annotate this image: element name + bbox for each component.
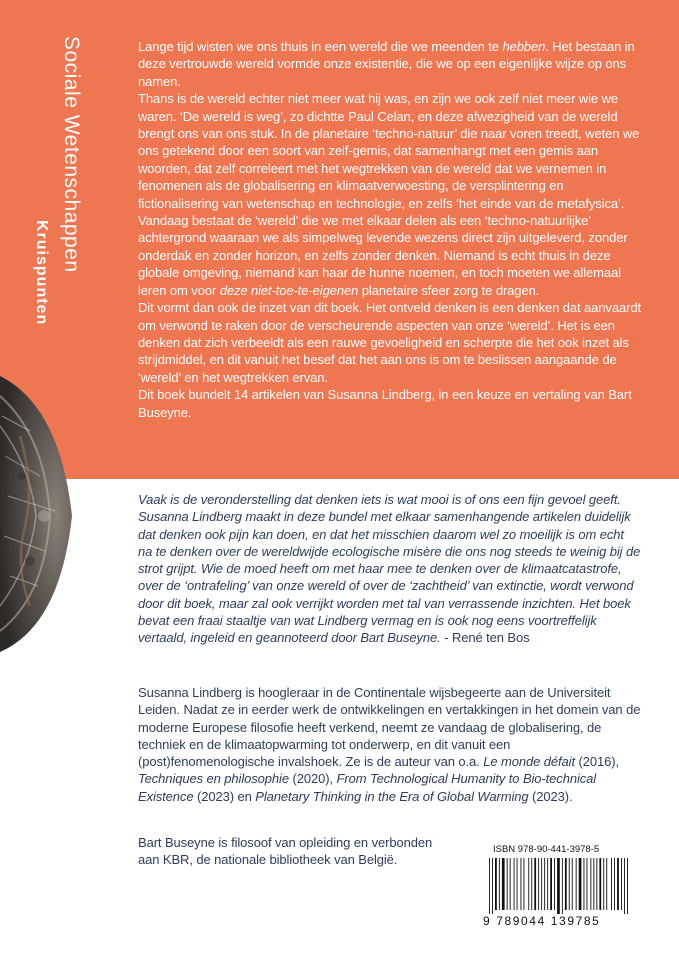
barcode-bar (569, 858, 570, 910)
barcode-bar (492, 858, 493, 914)
barcode-bar (544, 858, 545, 910)
barcode-bar (562, 858, 563, 914)
barcode-bar (596, 858, 597, 910)
blurb-paragraph-1: Lange tijd wisten we ons thuis in een wereld die we meenden te hebben. Het bestaan in deze vertrouwde wereld vormde onze existentie, die we op een eigenlijke wijze op ons namen. (138, 39, 635, 89)
barcode-bar (579, 858, 582, 910)
book-title: Techniques en philosophie (138, 771, 289, 787)
barcode-bar (495, 858, 497, 910)
barcode-bar (534, 858, 536, 910)
author-name: Susanna Lindberg (138, 685, 242, 700)
barcode-bar (590, 858, 591, 910)
barcode-bar (502, 858, 505, 910)
barcode-bar (507, 858, 508, 910)
barcode-bar (576, 858, 577, 910)
isbn-label: ISBN 978-90-441-3978-5 (493, 844, 600, 855)
barcode-bar (528, 858, 529, 910)
barcode-bar (521, 858, 522, 910)
barcode-bar (587, 858, 588, 910)
barcode-bar (538, 858, 539, 910)
barcode-bar (510, 858, 511, 910)
translator-name: Bart Buseyne (138, 835, 215, 850)
barcode-bar (489, 858, 490, 914)
book-title: Planetary Thinking in the Era of Global Warming (255, 788, 529, 804)
barcode-bar (599, 858, 601, 910)
back-cover-blurb (138, 38, 641, 421)
quote-author: - René ten Bos (440, 630, 530, 646)
barcode-bar (554, 858, 555, 910)
blurb-paragraph-5: Dit boek bundelt 14 artikelen van Susanna Lindberg, in een keuze en vertaling van Bart Buseyne. (138, 387, 632, 420)
series-title: Sociale Wetenschappen (60, 36, 83, 273)
barcode-bar (541, 858, 542, 910)
series-subtitle: Kruispunten (33, 220, 50, 326)
author-bio: Susanna Lindberg is hoogleraar in de Continentale wijsbegeerte aan de Universiteit Leiden. Nadat ze in eerder werk de ontwikkelingen en vertakkingen in het domein van de moderne Europese filosofie heeft verkend, neemt ze vandaag de globalisering, de techniek en de klimaatopwarming tot onderwerp, en dit vanuit een (post)fenomenologische invalshoek. Ze is de auteur van o.a. Le monde défait (2016), Techniques en philosophie (2020), From Technological Humanity to Bio-technical Existence (2023) en Planetary Thinking in the Era of Global Warming (2023). (138, 685, 641, 804)
barcode-bar (606, 858, 607, 910)
barcode-bar (557, 858, 560, 914)
barcode-bar (547, 858, 548, 910)
translator-bio: Bart Buseyne is filosoof van opleiding en verbonden aan KBR, de nationale bibliotheek van België. (138, 835, 433, 868)
book-title: Le monde défait (483, 754, 575, 770)
barcode-bar (499, 858, 500, 910)
cover-artwork (0, 376, 72, 652)
blurb-paragraph-4: Dit vormt dan ook de inzet van dit boek. Het ontveld denken is een denken dat aanvaardt om verwond te raken door de verscheurende aspecten van onze ‘wereld’. Het is een denken dat zich verbeeldt als een rauwe gevoeligheid en scherpte die het ook inzet als strijdmiddel, en dit vanuit het besef dat het aan ons is om te beslissen aangaande de ‘wereld’ en het wegtrekken ervan. (138, 300, 641, 385)
barcode-digits: 9 789044 139785 (483, 914, 601, 928)
barcode (487, 858, 635, 914)
barcode-bar (627, 858, 628, 914)
quote-text: Vaak is de veronderstelling dat denken iets is wat mooi is of ons een fijn gevoel geeft. Susanna Lindberg maakt in deze bundel met elkaar samenhangende artikelen duidelijk dat denken ook pijn kan doen, en dat het misschien daarom wel zo moeilijk is om echt na te denken over de wereldwijde ecologische misère die ons nog steeds te weinig bij de strot grijpt. Wie de moed heeft om met haar mee te denken over de klimaatcatastrofe, over de ‘ontrafeling’ van onze wereld of over de ‘zachtheid’ van extinctie, wordt verwond door dit boek, maar zal ook verrijkt worden met tal van verrassende inzichten. Het boek bevat een fraai staaltje van wat Lindberg vermag en is ook nog eens voortreffelijk vertaald, ingeleid en geannoteerd door Bart Buseyne. (138, 492, 641, 646)
barcode-bar (565, 858, 567, 910)
barcode-bar (603, 858, 604, 910)
endorsement-quote (138, 491, 641, 647)
book-title: From Technological Humanity to Bio-technical Existence (138, 771, 597, 804)
blurb-paragraph-3: Vandaag bestaat de ‘wereld’ die we met elkaar delen als een ‘techno-natuurlijke’ achtergrond waaraan we als simpelweg levende wezens direct zijn uitgeleverd, zonder onderdak en zonder horizon, en zelfs zonder denken. Niemand is echt thuis in deze globale omgeving, niemand kan haar de hunne noemen, en toch moeten we allemaal leren om voor deze niet-toe-te-eigenen planetaire sfeer zorg te dragen. (138, 213, 628, 298)
barcode-bar (572, 858, 573, 910)
barcode-bar (593, 858, 594, 910)
barcode-bar (517, 858, 518, 910)
barcode-bar (531, 858, 532, 910)
barcode-bar (611, 858, 612, 910)
barcode-bar (584, 858, 585, 910)
barcode-bar (614, 858, 615, 910)
barcode-bar (524, 858, 525, 910)
barcode-bar (550, 858, 552, 910)
barcode-bar (514, 858, 515, 910)
blurb-paragraph-2: Thans is de wereld echter niet meer wat hij was, en zijn we ook zelf niet meer wie we waren. ‘De wereld is weg’, zo dichtte Paul Celan, en deze afwezigheid van de wereld brengt ons van ons stuk. In de planetaire ‘techno-natuur’ die naar voren treedt, weten we ons getekend door een soort van zelf-gemis, dat samenhangt met een gemis aan woorden, dat zelf correleert met het wegtrekken van de wereld dat we vernemen in fenomenen als de globalisering en klimaatverwoesting, de versplintering en fictionalisering van wetenschap en technologie, en zelfs ‘het einde van de metafysica’. (138, 91, 640, 211)
barcode-bar (624, 858, 625, 914)
barcode-bar (621, 858, 622, 910)
barcode-bar (617, 858, 619, 910)
